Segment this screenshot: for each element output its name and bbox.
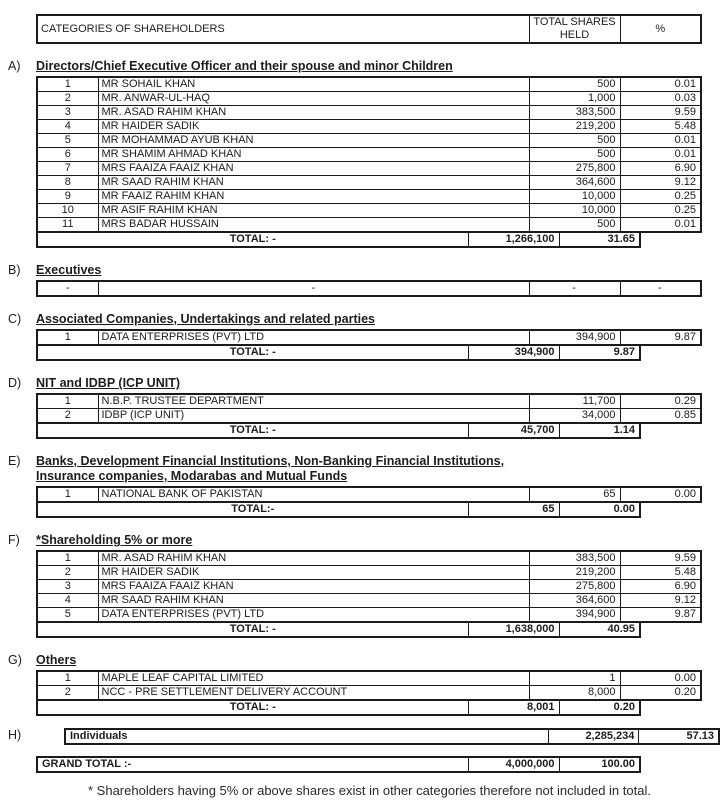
section-title-line: Executives — [36, 263, 102, 277]
shareholder-name: MR HAIDER SADIK — [98, 566, 529, 580]
table-row — [37, 120, 701, 134]
table-row — [37, 608, 701, 623]
section-title-line: *Shareholding 5% or more — [36, 533, 193, 547]
percent-held: 0.85 — [620, 409, 701, 424]
shareholder-name: MR. ASAD RAHIM KHAN — [98, 551, 529, 566]
table-row — [37, 92, 701, 106]
total-row — [37, 232, 640, 247]
section-table — [36, 670, 702, 701]
section-heading — [8, 454, 720, 484]
shares-held: 383,500 — [529, 106, 620, 120]
percent-held: 9.59 — [620, 551, 701, 566]
table-row — [37, 330, 701, 345]
row-number: 3 — [37, 580, 98, 594]
section-table — [36, 280, 702, 297]
shares-held: 500 — [529, 218, 620, 233]
table-row — [37, 148, 701, 162]
total-row — [37, 345, 640, 360]
table-row — [37, 204, 701, 218]
shareholder-name: NATIONAL BANK OF PAKISTAN — [98, 487, 529, 502]
individuals-shares: 2,285,234 — [549, 729, 639, 744]
shares-held: 500 — [529, 134, 620, 148]
percent-held: 5.48 — [620, 120, 701, 134]
shares-held: 219,200 — [529, 120, 620, 134]
percent-held: 0.00 — [620, 671, 701, 686]
shareholder-name: MR. ANWAR-UL-HAQ — [98, 92, 529, 106]
percent-held: 0.01 — [620, 218, 701, 233]
section-title — [36, 376, 180, 391]
shareholder-name: MR HAIDER SADIK — [98, 120, 529, 134]
shareholder-name: DATA ENTERPRISES (PVT) LTD — [98, 608, 529, 623]
percent-held: 0.00 — [620, 487, 701, 502]
section-total-row — [36, 501, 641, 518]
total-shares: 1,266,100 — [468, 232, 559, 247]
table-row — [37, 594, 701, 608]
table-row — [37, 487, 701, 502]
section-b — [8, 263, 720, 297]
row-number: 11 — [37, 218, 98, 233]
shares-held: 364,600 — [529, 594, 620, 608]
grand-total-shares: 4,000,000 — [468, 757, 559, 772]
shares-held: 500 — [529, 77, 620, 92]
row-number: 8 — [37, 176, 98, 190]
total-percent: 0.00 — [559, 502, 640, 517]
section-letter: D) — [8, 376, 22, 390]
individuals-row — [64, 728, 720, 745]
footnote: * Shareholders having 5% or above shares exist in other categories therefore not included in total. — [88, 783, 651, 798]
table-header — [36, 14, 702, 44]
total-percent: 1.14 — [559, 423, 640, 438]
row-number: 2 — [37, 92, 98, 106]
shareholder-name: MRS FAAIZA FAAIZ KHAN — [98, 162, 529, 176]
grand-total-label: GRAND TOTAL :- — [37, 757, 468, 772]
row-number: 7 — [37, 162, 98, 176]
shares-held: 10,000 — [529, 190, 620, 204]
row-number: 2 — [37, 566, 98, 580]
shareholder-name: MR MOHAMMAD AYUB KHAN — [98, 134, 529, 148]
section-total-row — [36, 344, 641, 361]
shareholder-name: MR SAAD RAHIM KHAN — [98, 176, 529, 190]
row-number: 1 — [37, 394, 98, 409]
table-row — [37, 757, 640, 772]
percent-held: 9.12 — [620, 594, 701, 608]
section-heading — [8, 59, 720, 74]
section-table — [36, 550, 702, 623]
grand-total-percent: 100.00 — [559, 757, 640, 772]
table-row — [37, 671, 701, 686]
header-categories: CATEGORIES OF SHAREHOLDERS — [37, 15, 529, 43]
total-percent: 9.87 — [559, 345, 640, 360]
shares-held: 1,000 — [529, 92, 620, 106]
shareholder-name: IDBP (ICP UNIT) — [98, 409, 529, 424]
individuals-label: Individuals — [65, 729, 549, 744]
table-row — [37, 686, 701, 701]
section-e — [8, 454, 720, 518]
percent-held: 9.87 — [620, 608, 701, 623]
shareholder-name: N.B.P. TRUSTEE DEPARTMENT — [98, 394, 529, 409]
percent-held: 0.29 — [620, 394, 701, 409]
total-label: TOTAL:- — [37, 502, 468, 517]
shareholder-name: MRS BADAR HUSSAIN — [98, 218, 529, 233]
table-row — [37, 566, 701, 580]
shareholder-name: NCC - PRE SETTLEMENT DELIVERY ACCOUNT — [98, 686, 529, 701]
shareholder-name: MR SAAD RAHIM KHAN — [98, 594, 529, 608]
header-total-shares: TOTAL SHARES HELD — [529, 15, 620, 43]
table-row — [37, 190, 701, 204]
section-letter: H) — [8, 728, 22, 742]
shares-held: 10,000 — [529, 204, 620, 218]
header-percent: % — [620, 15, 701, 43]
table-row — [37, 409, 701, 424]
table-row — [65, 729, 719, 744]
shareholder-name: MAPLE LEAF CAPITAL LIMITED — [98, 671, 529, 686]
shares-held: 394,900 — [529, 608, 620, 623]
percent-held: 9.12 — [620, 176, 701, 190]
section-letter: E) — [8, 454, 21, 468]
section-h-individuals — [8, 728, 720, 745]
section-letter: G) — [8, 653, 22, 667]
section-heading — [8, 653, 720, 668]
section-heading — [8, 376, 720, 391]
percent-held: 6.90 — [620, 580, 701, 594]
shareholder-name: MR ASIF RAHIM KHAN — [98, 204, 529, 218]
row-number: 2 — [37, 686, 98, 701]
table-row — [37, 394, 701, 409]
shares-held: 65 — [529, 487, 620, 502]
total-percent: 0.20 — [559, 700, 640, 715]
table-row — [37, 281, 701, 296]
section-total-row — [36, 422, 641, 439]
percent-held: 9.59 — [620, 106, 701, 120]
shareholder-name: MR SHAMIM AHMAD KHAN — [98, 148, 529, 162]
shareholder-name: DATA ENTERPRISES (PVT) LTD — [98, 330, 529, 345]
row-number: 1 — [37, 77, 98, 92]
table-row — [37, 551, 701, 566]
section-a — [8, 59, 720, 248]
section-title-line: Others — [36, 653, 77, 667]
section-title — [36, 312, 375, 327]
row-number: 10 — [37, 204, 98, 218]
total-row — [37, 423, 640, 438]
total-label: TOTAL: - — [37, 622, 468, 637]
sections-container — [8, 59, 720, 716]
percent-held: 0.20 — [620, 686, 701, 701]
percent-held: 0.01 — [620, 134, 701, 148]
row-number: 6 — [37, 148, 98, 162]
section-title-line: Associated Companies, Undertakings and related parties — [36, 312, 375, 326]
shareholder-name: MR FAAIZ RAHIM KHAN — [98, 190, 529, 204]
section-heading — [8, 263, 720, 278]
shares-held: - — [529, 281, 620, 296]
individuals-percent: 57.13 — [639, 729, 719, 744]
total-shares: 1,638,000 — [468, 622, 559, 637]
shares-held: 275,800 — [529, 580, 620, 594]
section-title — [36, 454, 504, 484]
total-label: TOTAL: - — [37, 345, 468, 360]
section-table — [36, 393, 702, 424]
shares-held: 500 — [529, 148, 620, 162]
row-number: 5 — [37, 134, 98, 148]
section-table — [36, 76, 702, 233]
total-percent: 31.65 — [559, 232, 640, 247]
table-row — [37, 580, 701, 594]
section-title-line: Banks, Development Financial Institutions, Non-Banking Financial Institutions, — [36, 454, 505, 468]
total-shares: 8,001 — [468, 700, 559, 715]
percent-held: 0.25 — [620, 204, 701, 218]
total-shares: 65 — [468, 502, 559, 517]
percent-held: - — [620, 281, 701, 296]
percent-held: 9.87 — [620, 330, 701, 345]
table-row — [37, 77, 701, 92]
section-letter: B) — [8, 263, 21, 277]
table-row — [37, 176, 701, 190]
percent-held: 6.90 — [620, 162, 701, 176]
row-number: 1 — [37, 330, 98, 345]
shares-held: 11,700 — [529, 394, 620, 409]
section-total-row — [36, 699, 641, 716]
total-shares: 394,900 — [468, 345, 559, 360]
percent-held: 0.03 — [620, 92, 701, 106]
total-label: TOTAL: - — [37, 700, 468, 715]
total-label: TOTAL: - — [37, 232, 468, 247]
section-d — [8, 376, 720, 439]
shares-held: 394,900 — [529, 330, 620, 345]
table-row — [37, 162, 701, 176]
percent-held: 0.01 — [620, 77, 701, 92]
section-letter: F) — [8, 533, 20, 547]
shares-held: 8,000 — [529, 686, 620, 701]
section-letter: C) — [8, 312, 22, 326]
section-total-row — [36, 621, 641, 638]
table-row — [37, 218, 701, 233]
section-title-line: Directors/Chief Executive Officer and their spouse and minor Children — [36, 59, 453, 73]
row-number: 9 — [37, 190, 98, 204]
section-title-line: Insurance companies, Modarabas and Mutual Funds — [36, 469, 348, 483]
shareholder-name: MRS FAAIZA FAAIZ KHAN — [98, 580, 529, 594]
percent-held: 5.48 — [620, 566, 701, 580]
shareholder-name: - — [98, 281, 529, 296]
row-number: 3 — [37, 106, 98, 120]
header-row — [37, 15, 701, 43]
shares-held: 219,200 — [529, 566, 620, 580]
shares-held: 383,500 — [529, 551, 620, 566]
total-label: TOTAL: - — [37, 423, 468, 438]
total-shares: 45,700 — [468, 423, 559, 438]
grand-total-row — [36, 756, 641, 773]
section-title — [36, 263, 101, 278]
shares-held: 364,600 — [529, 176, 620, 190]
row-number: 2 — [37, 409, 98, 424]
total-row — [37, 700, 640, 715]
section-title — [36, 533, 192, 548]
percent-held: 0.01 — [620, 148, 701, 162]
total-row — [37, 622, 640, 637]
section-g — [8, 653, 720, 716]
shares-held: 275,800 — [529, 162, 620, 176]
section-title — [36, 59, 453, 74]
row-number: 4 — [37, 594, 98, 608]
section-letter: A) — [8, 59, 21, 73]
row-number: 1 — [37, 671, 98, 686]
row-number: 1 — [37, 487, 98, 502]
section-title-line: NIT and IDBP (ICP UNIT) — [36, 376, 180, 390]
table-row — [37, 134, 701, 148]
section-heading — [8, 533, 720, 548]
table-row — [37, 106, 701, 120]
section-heading — [8, 312, 720, 327]
section-f — [8, 533, 720, 638]
row-number: 4 — [37, 120, 98, 134]
percent-held: 0.25 — [620, 190, 701, 204]
row-number: 5 — [37, 608, 98, 623]
total-row — [37, 502, 640, 517]
shareholder-name: MR SOHAIL KHAN — [98, 77, 529, 92]
total-percent: 40.95 — [559, 622, 640, 637]
row-number: - — [37, 281, 98, 296]
shareholder-name: MR. ASAD RAHIM KHAN — [98, 106, 529, 120]
row-number: 1 — [37, 551, 98, 566]
shares-held: 1 — [529, 671, 620, 686]
section-total-row — [36, 231, 641, 248]
shares-held: 34,000 — [529, 409, 620, 424]
section-title — [36, 653, 76, 668]
section-c — [8, 312, 720, 361]
